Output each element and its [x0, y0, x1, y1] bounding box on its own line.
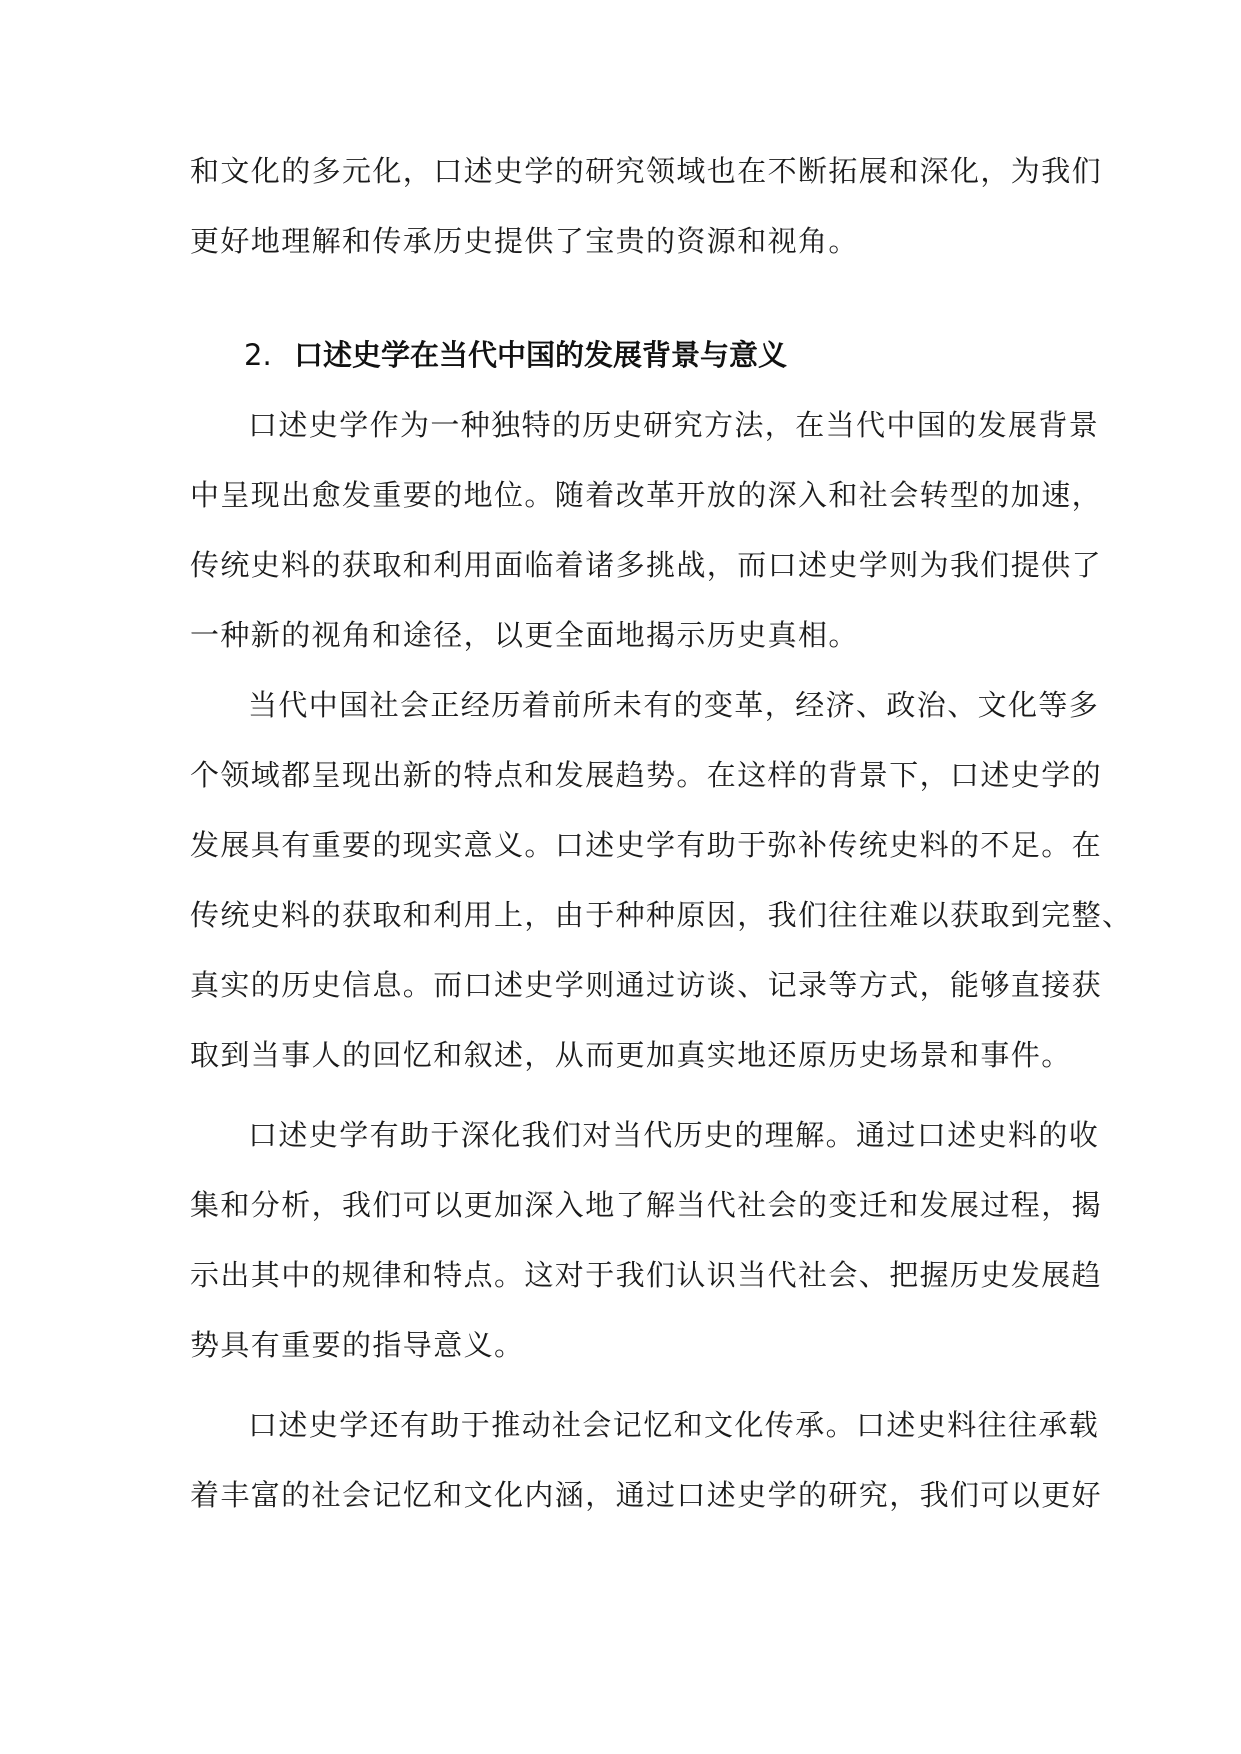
paragraph-2-line-2: 个领域都呈现出新的特点和发展趋势。在这样的背景下，口述史学的: [190, 758, 1103, 792]
paragraph-4-line-2: 着丰富的社会记忆和文化内涵，通过口述史学的研究，我们可以更好: [190, 1478, 1103, 1512]
continuation-line-2: 更好地理解和传承历史提供了宝贵的资源和视角。: [190, 224, 859, 258]
paragraph-3-line-2: 集和分析，我们可以更加深入地了解当代社会的变迁和发展过程，揭: [190, 1188, 1103, 1222]
paragraph-3-line-1: 口述史学有助于深化我们对当代历史的理解。通过口述史料的收: [248, 1118, 1100, 1152]
section-title: 口述史学在当代中国的发展背景与意义: [294, 338, 788, 372]
paragraph-1-line-4: 一种新的视角和途径，以更全面地揭示历史真相。: [190, 618, 859, 652]
paragraph-1-line-3: 传统史料的获取和利用面临着诸多挑战，而口述史学则为我们提供了: [190, 548, 1103, 582]
paragraph-1-line-2: 中呈现出愈发重要的地位。随着改革开放的深入和社会转型的加速，: [190, 478, 1103, 512]
continuation-line-1: 和文化的多元化，口述史学的研究领域也在不断拓展和深化，为我们: [190, 154, 1103, 188]
paragraph-3-line-3: 示出其中的规律和特点。这对于我们认识当代社会、把握历史发展趋: [190, 1258, 1103, 1292]
paragraph-2-line-1: 当代中国社会正经历着前所未有的变革，经济、政治、文化等多: [248, 688, 1100, 722]
paragraph-1-line-1: 口述史学作为一种独特的历史研究方法，在当代中国的发展背景: [248, 408, 1100, 442]
paragraph-2-line-6: 取到当事人的回忆和叙述，从而更加真实地还原历史场景和事件。: [190, 1038, 1072, 1072]
paragraph-3-line-4: 势具有重要的指导意义。: [190, 1328, 525, 1362]
paragraph-4-line-1: 口述史学还有助于推动社会记忆和文化传承。口述史料往往承载: [248, 1408, 1100, 1442]
paragraph-2-line-5: 真实的历史信息。而口述史学则通过访谈、记录等方式，能够直接获: [190, 968, 1103, 1002]
paragraph-2-line-4: 传统史料的获取和利用上，由于种种原因，我们往往难以获取到完整、: [190, 898, 1133, 932]
section-heading: [244, 330, 787, 380]
section-number: 2.: [244, 338, 272, 372]
paragraph-2-line-3: 发展具有重要的现实意义。口述史学有助于弥补传统史料的不足。在: [190, 828, 1103, 862]
